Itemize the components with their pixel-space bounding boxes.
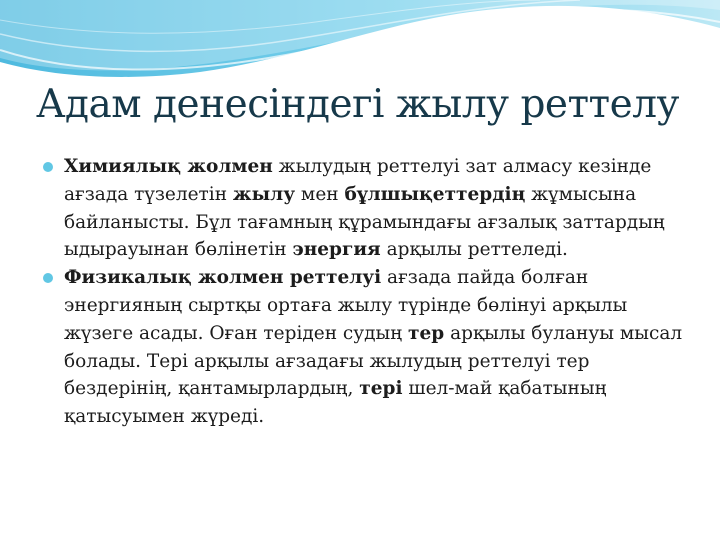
bold-text: тер xyxy=(408,322,445,344)
slide-title: Адам денесіндегі жылу реттелу xyxy=(36,82,679,127)
bold-text: жылу xyxy=(232,183,296,205)
body-text: шел-май қабатының қатысуымен жүреді. xyxy=(64,378,607,428)
bullet-list xyxy=(64,153,686,431)
body-text: ағзада пайда болған энергияның сыртқы ортаға жылу түрінде бөлінуі арқылы жүзеге асады. Оған теріден судың xyxy=(64,267,628,344)
bold-text: тері xyxy=(359,378,403,400)
bullet-item xyxy=(64,153,686,264)
body-text: жұмысына байланысты. Бұл тағамның құрамындағы ағзалық заттардың ыдырауынан бөлінетін xyxy=(64,183,665,261)
decorative-wave-banner xyxy=(0,0,720,90)
body-text: арқылы реттеледі. xyxy=(380,239,568,261)
bold-text: бұлшықеттердің xyxy=(344,183,526,205)
bullet-item xyxy=(64,264,686,431)
body-text: мен xyxy=(295,183,345,205)
bold-text: энергия xyxy=(292,239,381,261)
bullet-dot-icon xyxy=(43,162,53,172)
bold-text: Химиялық жолмен xyxy=(64,156,273,177)
body-text: жылудың реттелуі зат алмасу кезінде ағзада түзелетін xyxy=(64,156,652,205)
bold-text: Физикалық жолмен реттелуі xyxy=(64,267,382,289)
body-text: арқылы булануы мысал болады. Тері арқылы ағзадағы жылудың реттелуі тер бездерінің, қантамырлардың, xyxy=(64,322,683,400)
bullet-dot-icon xyxy=(43,273,53,283)
